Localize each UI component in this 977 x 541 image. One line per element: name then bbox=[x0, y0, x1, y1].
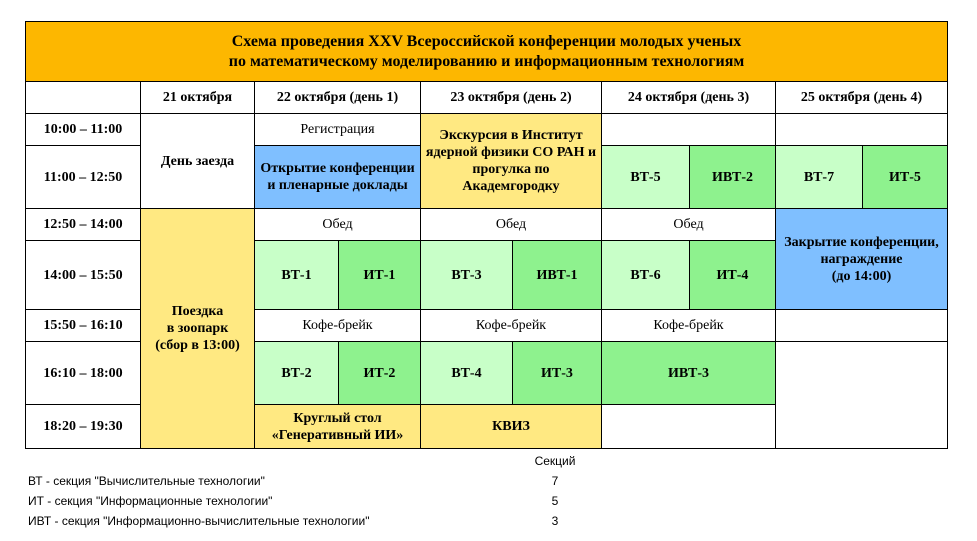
day-header: 25 октября (день 4) bbox=[776, 82, 948, 114]
legend-item-count: 5 bbox=[551, 494, 559, 508]
schedule-cell: ВТ-2 bbox=[255, 342, 339, 405]
schedule-cell: День заезда bbox=[141, 114, 255, 209]
legend-item-count: 3 bbox=[551, 514, 559, 528]
schedule-cell: Обед bbox=[421, 209, 602, 241]
day-header: 22 октября (день 1) bbox=[255, 82, 421, 114]
legend-item-count: 7 bbox=[551, 474, 559, 488]
time-slot-label: 12:50 – 14:00 bbox=[26, 209, 141, 241]
schedule-cell: ВТ-5 bbox=[602, 146, 690, 209]
day-header: 24 октября (день 3) bbox=[602, 82, 776, 114]
time-slot-label: 14:00 – 15:50 bbox=[26, 241, 141, 310]
legend-count-header: Секций bbox=[534, 454, 576, 468]
schedule-cell: ВТ-3 bbox=[421, 241, 513, 310]
schedule-cell: Обед bbox=[602, 209, 776, 241]
schedule-cell: ИТ-2 bbox=[339, 342, 421, 405]
schedule-cell: Закрытие конференции, награждение (до 14:00) bbox=[776, 209, 948, 310]
title-line-1: Схема проведения XXV Всероссийской конференции молодых ученых bbox=[231, 32, 742, 50]
schedule-row bbox=[26, 209, 948, 241]
time-slot-label: 16:10 – 18:00 bbox=[26, 342, 141, 405]
section-legend bbox=[25, 452, 645, 531]
schedule-cell: Кофе-брейк bbox=[602, 310, 776, 342]
schedule-title bbox=[26, 22, 948, 82]
schedule-cell: ИВТ-2 bbox=[690, 146, 776, 209]
legend-header-row bbox=[25, 452, 645, 471]
legend-item bbox=[25, 511, 645, 531]
day-header: 23 октября (день 2) bbox=[421, 82, 602, 114]
schedule-cell: КВИЗ bbox=[421, 405, 602, 449]
legend-item-text: ИТ - секция "Информационные технологии" bbox=[28, 494, 273, 508]
schedule-cell: ИТ-5 bbox=[863, 146, 948, 209]
time-slot-label: 10:00 – 11:00 bbox=[26, 114, 141, 146]
schedule-cell: ВТ-7 bbox=[776, 146, 863, 209]
schedule-cell: ВТ-6 bbox=[602, 241, 690, 310]
schedule-cell: ВТ-1 bbox=[255, 241, 339, 310]
schedule-cell: ИТ-4 bbox=[690, 241, 776, 310]
empty-cell bbox=[776, 342, 948, 449]
legend-item-text: ИВТ - секция "Информационно-вычислительные технологии" bbox=[28, 514, 370, 528]
schedule-cell: Кофе-брейк bbox=[255, 310, 421, 342]
empty-cell bbox=[602, 114, 776, 146]
time-slot-label: 15:50 – 16:10 bbox=[26, 310, 141, 342]
schedule-cell: Регистрация bbox=[255, 114, 421, 146]
day-header: 21 октября bbox=[141, 82, 255, 114]
time-header-corner bbox=[26, 82, 141, 114]
title-row bbox=[26, 22, 948, 82]
time-slot-label: 11:00 – 12:50 bbox=[26, 146, 141, 209]
schedule-row bbox=[26, 114, 948, 146]
schedule-cell: ИВТ-1 bbox=[513, 241, 602, 310]
schedule-cell: ИВТ-3 bbox=[602, 342, 776, 405]
schedule-cell: Круглый стол «Генеративный ИИ» bbox=[255, 405, 421, 449]
empty-cell bbox=[602, 405, 776, 449]
legend-item bbox=[25, 471, 645, 491]
schedule-cell: Поездка в зоопарк (сбор в 13:00) bbox=[141, 209, 255, 449]
schedule-cell: Экскурсия в Институт ядерной физики СО РАН и прогулка по Академгородку bbox=[421, 114, 602, 209]
schedule-cell: ИТ-3 bbox=[513, 342, 602, 405]
schedule-cell: Открытие конференции и пленарные доклады bbox=[255, 146, 421, 209]
day-header-row bbox=[26, 82, 948, 114]
legend-item bbox=[25, 491, 645, 511]
schedule-cell: Кофе-брейк bbox=[421, 310, 602, 342]
empty-cell bbox=[776, 114, 948, 146]
time-slot-label: 18:20 – 19:30 bbox=[26, 405, 141, 449]
schedule-table bbox=[25, 21, 948, 449]
empty-cell bbox=[776, 310, 948, 342]
legend-item-text: ВТ - секция "Вычислительные технологии" bbox=[28, 474, 265, 488]
title-line-2: по математическому моделированию и информационным технологиям bbox=[228, 52, 745, 70]
schedule-cell: ИТ-1 bbox=[339, 241, 421, 310]
schedule-cell: ВТ-4 bbox=[421, 342, 513, 405]
schedule-cell: Обед bbox=[255, 209, 421, 241]
